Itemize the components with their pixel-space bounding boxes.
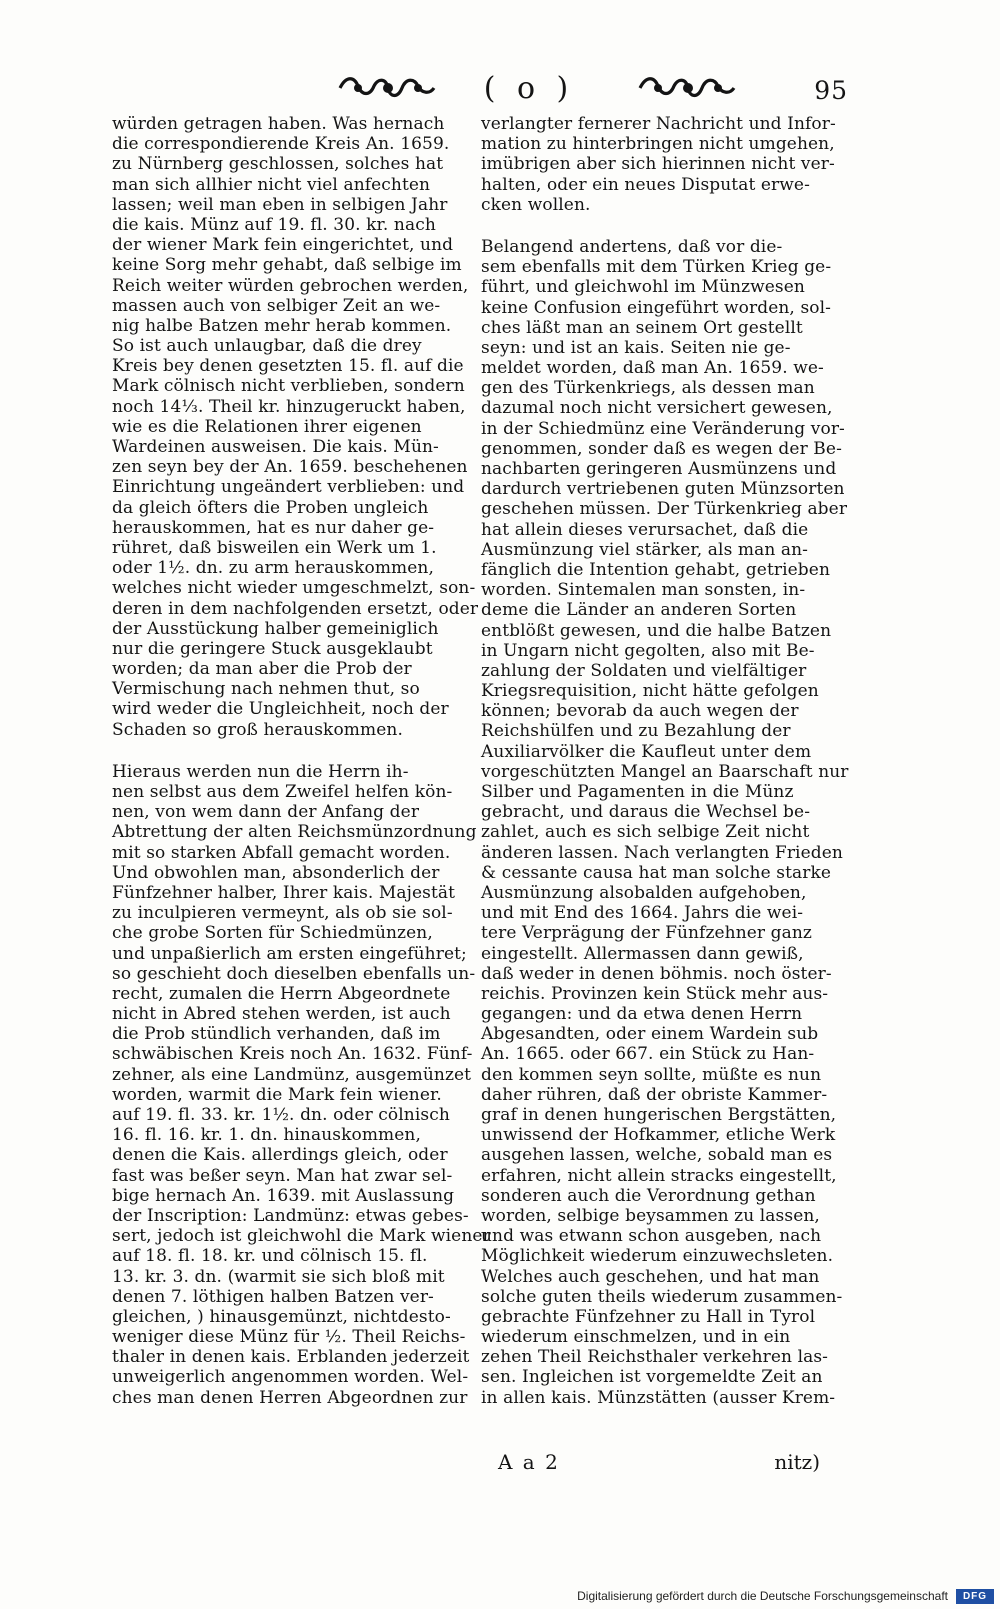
text-line: keine Confusion eingeführt worden, sol- (481, 297, 831, 318)
text-line: meldet worden, daß man An. 1659. we- (481, 358, 824, 379)
text-line: keine Sorg mehr gehabt, daß selbige im (112, 255, 462, 276)
right-column (481, 114, 849, 1408)
text-line: gebrachte Fünfzehner zu Hall in Tyrol (481, 1306, 816, 1327)
text-line: nen selbst aus dem Zweifel helfen kön- (112, 782, 453, 802)
text-line: gleichen, ) hinausgemünzt, nichtdesto- (112, 1306, 451, 1327)
text-line: solche guten theils wiederum zusammen- (481, 1286, 843, 1307)
text-line: zu inculpieren vermeynt, als ob sie sol- (112, 903, 453, 924)
text-line: auf 19. fl. 33. kr. 1½. dn. oder cölnisch (112, 1105, 450, 1125)
text-line: oder 1½. dn. zu arm herauskommen, (112, 558, 434, 579)
text-line: reichis. Provinzen kein Stück mehr aus- (481, 983, 829, 1004)
text-line: wird weder die Ungleichheit, noch der (112, 699, 449, 720)
text-line: zu Nürnberg geschlossen, solches hat (112, 154, 444, 175)
text-line: zehen Theil Reichsthaler verkehren las- (481, 1347, 829, 1368)
text-line: können; bevorab da auch wegen der (481, 701, 799, 722)
text-line: tere Verprägung der Fünfzehner ganz (481, 923, 812, 944)
text-line: massen auch von selbiger Zeit an we- (112, 295, 441, 316)
text-line: die Prob stündlich verhanden, daß im (112, 1024, 441, 1045)
text-line: die kais. Münz auf 19. fl. 30. kr. nach (112, 214, 436, 235)
text-line: Ausmünzung viel stärker, als man an- (481, 539, 809, 560)
text-line: entblößt gewesen, und die halbe Batzen (481, 620, 832, 641)
text-line: würden getragen haben. Was hernach (112, 114, 445, 134)
text-line: sem ebenfalls mit dem Türken Krieg ge- (481, 257, 832, 278)
text-line: in allen kais. Münzstätten (ausser Krem- (481, 1387, 836, 1408)
text-line: sonderen auch die Verordnung gethan (481, 1185, 816, 1206)
text-line: daher rühren, daß der obriste Kammer- (481, 1084, 828, 1105)
text-line: welches nicht wieder umgeschmelzt, son- (112, 578, 476, 599)
ornament-left-icon (336, 74, 438, 102)
text-line: nachbarten geringeren Ausmünzens und (481, 459, 837, 479)
text-line: erfahren, nicht allein stracks eingestellt, (481, 1165, 837, 1186)
text-line: deren in dem nachfolgenden ersetzt, oder (112, 598, 479, 619)
text-line: Reichshülfen und zu Bezahlung der (481, 721, 791, 742)
text-line: eingestellt. Allermassen dann gewiß, (481, 943, 804, 964)
text-line (112, 740, 462, 762)
text-line: unwissend der Hofkammer, etliche Werk (481, 1125, 836, 1146)
text-line: hat allein dieses verursachet, daß die (481, 519, 809, 540)
text-line: worden, warmit die Mark fein wiener. (112, 1084, 442, 1105)
text-line: führt, und gleichwohl im Münzwesen (481, 277, 805, 298)
text-line: So ist auch unlaugbar, daß die drey (112, 336, 422, 357)
text-line: wiederum einschmelzen, und in ein (481, 1327, 791, 1348)
text-line: zahlung der Soldaten und vielfältiger (481, 660, 807, 681)
text-line: gebracht, und daraus die Wechsel be- (481, 802, 811, 823)
text-line: Und obwohlen man, absonderlich der (112, 862, 440, 883)
text-line: man sich allhier nicht viel anfechten (112, 174, 431, 195)
text-line: Kriegsrequisition, nicht hätte gefolgen (481, 681, 819, 702)
text-line: mit so starken Abfall gemacht worden. (112, 842, 451, 863)
text-line: Einrichtung ungeändert verblieben: und (112, 477, 465, 498)
signature-mark: A a 2 (498, 1450, 560, 1474)
text-line: geschehen müssen. Der Türkenkrieg aber (481, 499, 848, 520)
text-line: ches läßt man an seinem Ort gestellt (481, 317, 803, 338)
text-line: änderen lassen. Nach verlangten Frieden (481, 842, 843, 863)
text-line: Silber und Pagamenten in die Münz (481, 782, 794, 802)
text-line: lassen; weil man eben in selbigen Jahr (112, 194, 448, 215)
text-line: auf 18. fl. 18. kr. und cölnisch 15. fl. (112, 1246, 428, 1267)
text-line: Abgesandten, oder einem Wardein sub (481, 1024, 819, 1045)
text-line: bige hernach An. 1639. mit Auslassung (112, 1185, 455, 1206)
text-line: Abtrettung der alten Reichsmünzordnung (112, 822, 477, 843)
text-line: deme die Länder an anderen Sorten (481, 600, 797, 621)
text-line: nen, von wem dann der Anfang der (112, 802, 420, 823)
text-line: ausgehen lassen, welche, sobald man es (481, 1145, 833, 1166)
text-line: ches man denen Herren Abgeordnen zur (112, 1387, 468, 1408)
text-line: vorgeschützten Mangel an Baarschaft nur (481, 761, 849, 782)
text-line: Fünfzehner halber, Ihrer kais. Majestät (112, 882, 456, 903)
text-line: imübrigen aber sich hierinnen nicht ver- (481, 154, 835, 175)
text-line: so geschieht doch dieselben ebenfalls un- (112, 963, 476, 984)
text-line: und was etwann schon ausgeben, nach (481, 1226, 822, 1247)
text-line (481, 215, 831, 237)
header-center-mark: ( o ) (483, 71, 575, 106)
footer-text: Digitalisierung gefördert durch die Deutsche Forschungsgemeinschaft (577, 1589, 948, 1603)
text-line: sen. Ingleichen ist vorgemeldte Zeit an (481, 1367, 823, 1388)
text-line: Möglichkeit wiederum einzuwechsleten. (481, 1246, 834, 1267)
text-line: thaler in denen kais. Erblanden jederzeit (112, 1347, 470, 1368)
text-line: Auxiliarvölker die Kaufleut unter dem (481, 741, 812, 762)
text-line: schwäbischen Kreis noch An. 1632. Fünf- (112, 1044, 473, 1065)
text-line: & cessante causa hat man solche starke (481, 862, 832, 883)
text-line: denen die Kais. allerdings gleich, oder (112, 1145, 448, 1166)
text-line: An. 1665. oder 667. ein Stück zu Han- (481, 1044, 815, 1065)
text-line: 16. fl. 16. kr. 1. dn. hinauskommen, (112, 1125, 421, 1146)
text-line: der Inscription: Landmünz: etwas gebes- (112, 1205, 469, 1226)
text-line: Kreis bey denen gesetzten 15. fl. auf die (112, 356, 464, 377)
text-line: Hieraus werden nun die Herrn ih- (112, 761, 409, 782)
text-line: 13. kr. 3. dn. (warmit sie sich bloß mit (112, 1266, 445, 1287)
text-line: halten, oder ein neues Disputat erwe- (481, 174, 810, 195)
text-line: in Ungarn nicht gegolten, also mit Be- (481, 640, 815, 661)
text-line: sert, jedoch ist gleichwohl die Mark wiener (112, 1226, 491, 1247)
text-line: mation zu hinterbringen nicht umgehen, (481, 134, 835, 155)
text-line: nicht in Abred stehen werden, ist auch (112, 1004, 451, 1025)
text-line: Welches auch geschehen, und hat man (481, 1266, 820, 1287)
text-line: recht, zumalen die Herrn Abgeordnete (112, 983, 451, 1004)
text-line: Ausmünzung alsobalden aufgehoben, (481, 882, 807, 903)
text-line: nur die geringere Stuck ausgeklaubt (112, 638, 433, 659)
text-line: der Ausstückung halber gemeiniglich (112, 618, 439, 639)
text-line: worden, selbige beysammen zu lassen, (481, 1205, 820, 1226)
text-line: gen des Türkenkriegs, als dessen man (481, 378, 815, 399)
text-line: Vermischung nach nehmen thut, so (112, 679, 420, 700)
text-line: nig halbe Batzen mehr herab kommen. (112, 315, 452, 336)
text-line: Schaden so groß herauskommen. (112, 719, 403, 740)
text-line: genommen, sonder daß es wegen der Be- (481, 438, 842, 459)
text-line: zehner, als eine Landmünz, ausgemünzet (112, 1064, 472, 1085)
catchword: nitz) (774, 1450, 820, 1474)
text-line: weniger diese Münz für ½. Theil Reichs- (112, 1327, 466, 1348)
text-line: den kommen seyn sollte, müßte es nun (481, 1064, 822, 1085)
text-line: denen 7. löthigen halben Batzen ver- (112, 1286, 434, 1307)
text-line: verlangter fernerer Nachricht und Infor- (481, 114, 836, 134)
text-line: in der Schiedmünz eine Veränderung vor- (481, 418, 845, 439)
text-line: herauskommen, hat es nur daher ge- (112, 517, 435, 538)
text-line: Reich weiter würden gebrochen werden, (112, 275, 469, 296)
page-number: 95 (814, 76, 848, 105)
page-header (108, 64, 848, 114)
text-line: che grobe Sorten für Schiedmünzen, (112, 923, 433, 944)
text-line: graf in denen hungerischen Bergstätten, (481, 1105, 837, 1125)
digitization-footer (577, 1587, 1000, 1605)
text-line: und mit End des 1664. Jahrs die wei- (481, 903, 804, 924)
text-line: die correspondierende Kreis An. 1659. (112, 134, 450, 155)
text-line: Wardeinen ausweisen. Die kais. Mün- (112, 437, 439, 457)
text-line: dardurch vertriebenen guten Münzsorten (481, 479, 845, 500)
text-line: der wiener Mark fein eingerichtet, und (112, 235, 454, 256)
text-line: rühret, daß bisweilen ein Werk um 1. (112, 537, 437, 558)
text-line: daß weder in denen böhmis. noch öster- (481, 963, 832, 984)
text-line: cken wollen. (481, 194, 591, 215)
text-line: seyn: und ist an kais. Seiten nie ge- (481, 337, 791, 358)
text-line: gegangen: und da etwa denen Herrn (481, 1004, 803, 1025)
text-line: worden. Sintemalen man sonsten, in- (481, 580, 806, 601)
text-line: zahlet, auch es sich selbige Zeit nicht (481, 822, 810, 843)
text-line: noch 14⅓. Theil kr. hinzugeruckt haben, (112, 396, 466, 417)
text-line: dazumal noch nicht versichert gewesen, (481, 398, 833, 419)
dfg-logo: DFG (956, 1589, 994, 1604)
text-line: Belangend andertens, daß vor die- (481, 236, 783, 257)
left-column (112, 114, 491, 1408)
text-line: da gleich öfters die Proben ungleich (112, 497, 429, 518)
text-line: und unpaßierlich am ersten eingeführet; (112, 943, 467, 964)
text-line: unweigerlich angenommen worden. Wel- (112, 1367, 469, 1388)
text-line: fänglich die Intention gehabt, getrieben (481, 559, 830, 580)
text-line: wie es die Relationen ihrer eigenen (112, 416, 422, 437)
text-line: worden; da man aber die Prob der (112, 659, 412, 680)
text-line: fast was beßer seyn. Man hat zwar sel- (112, 1165, 453, 1186)
text-line: zen seyn bey der An. 1659. beschehenen (112, 457, 468, 478)
ornament-right-icon (636, 74, 738, 102)
text-line: Mark cölnisch nicht verblieben, sondern (112, 376, 465, 397)
